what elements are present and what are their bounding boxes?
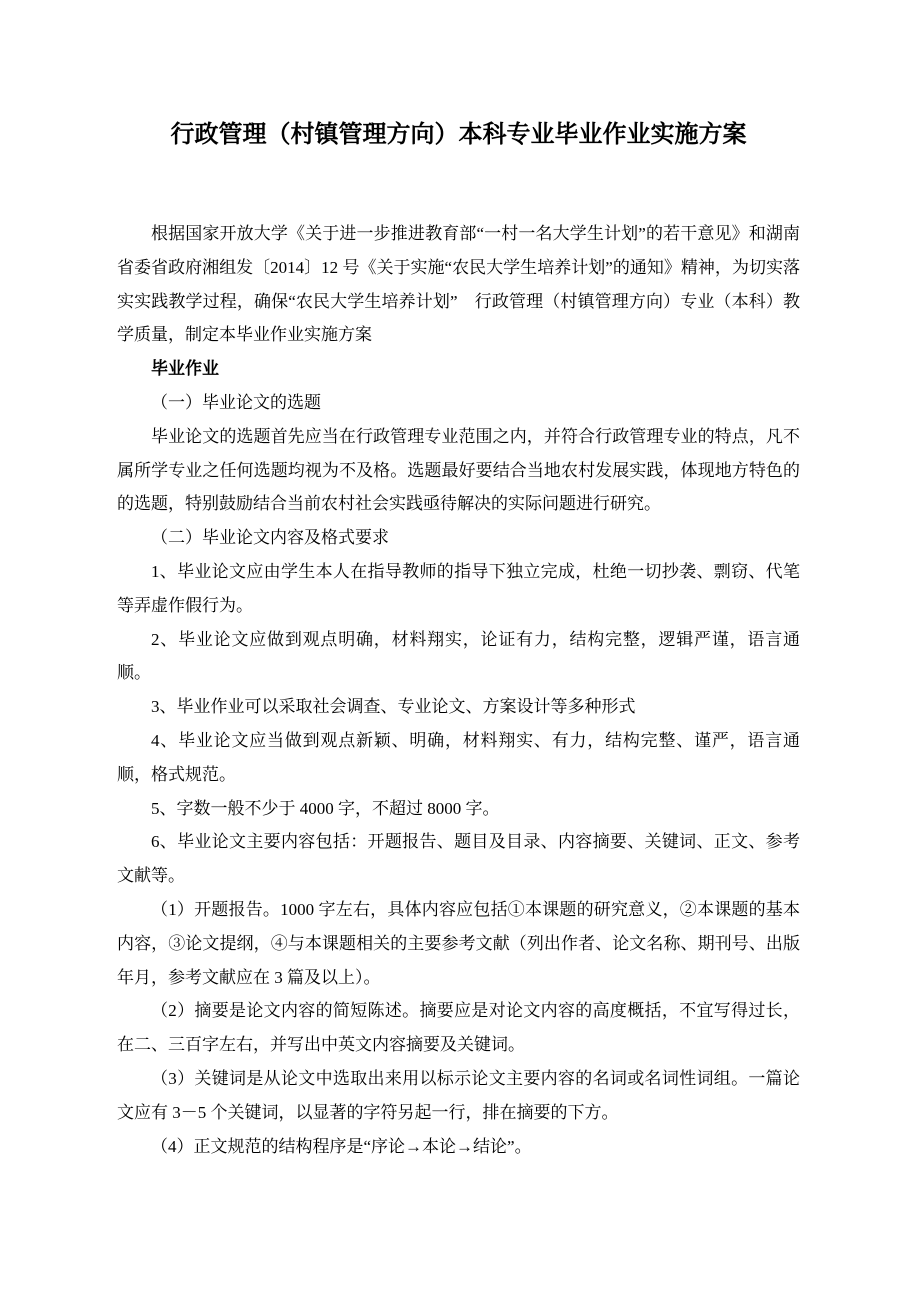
heading-graduation-assignment: 毕业作业 xyxy=(151,359,219,379)
requirement-item-6: 6、毕业论文主要内容包括：开题报告、题目及目录、内容摘要、关键词、正文、参考文献等。 xyxy=(117,832,800,886)
requirement-item-5: 5、字数一般不少于 4000 字，不超过 8000 字。 xyxy=(151,798,500,818)
subheading-topic-selection: （一）毕业论文的选题 xyxy=(151,392,321,412)
document-content xyxy=(117,0,800,1163)
requirement-item-2: 2、毕业论文应做到观点明确，材料翔实，论证有力，结构完整，逻辑严谨，语言通顺。 xyxy=(117,629,800,683)
requirement-item-3: 3、毕业作业可以采取社会调查、专业论文、方案设计等多种形式 xyxy=(151,697,636,717)
requirement-item-4: 4、毕业论文应当做到观点新颖、明确，材料翔实、有力，结构完整、谨严，语言通顺，格式规范。 xyxy=(117,730,800,784)
sub-item-1-proposal: （1）开题报告。1000 字左右，具体内容应包括①本课题的研究意义，②本课题的基本内容，③论文提纲，④与本课题相关的主要参考文献（列出作者、论文名称、期刊号、出版年月，参考文献应在 3 篇及以上）。 xyxy=(117,899,800,987)
intro-paragraph: 根据国家开放大学《关于进一步推进教育部“一村一名大学生计划”的若干意见》和湖南省委省政府湘组发〔2014〕12 号《关于实施“农民大学生培养计划”的通知》精神，为切实落实实践教学过程，确保“农民大学生培养计划” 行政管理（村镇管理方向）专业（本科）教学质量，制定本毕业作业实施方案 xyxy=(117,224,800,345)
subheading-content-format: （二）毕业论文内容及格式要求 xyxy=(151,528,389,548)
document-title: 行政管理（村镇管理方向）本科专业毕业作业实施方案 xyxy=(170,122,747,148)
requirement-item-1: 1、毕业论文应由学生本人在指导教师的指导下独立完成，杜绝一切抄袭、剽窃、代笔等弄虚作假行为。 xyxy=(117,561,800,615)
sub-item-2-abstract: （2）摘要是论文内容的简短陈述。摘要应是对论文内容的高度概括，不宜写得过长，在二、三百字左右，并写出中英文内容摘要及关键词。 xyxy=(117,1001,800,1055)
sub-item-3-keywords: （3）关键词是从论文中选取出来用以标示论文主要内容的名词或名词性词组。一篇论文应有 3－5 个关键词，以显著的字符另起一行，排在摘要的下方。 xyxy=(117,1068,800,1122)
document-body xyxy=(117,217,800,1163)
sub-item-4-structure: （4）正文规范的结构程序是“序论→本论→结论”。 xyxy=(151,1136,532,1156)
topic-selection-paragraph: 毕业论文的选题首先应当在行政管理专业范围之内，并符合行政管理专业的特点，凡不属所学专业之任何选题均视为不及格。选题最好要结合当地农村发展实践，体现地方特色的的选题，特别鼓励结合当前农村社会实践亟待解决的实际问题进行研究。 xyxy=(117,426,800,514)
